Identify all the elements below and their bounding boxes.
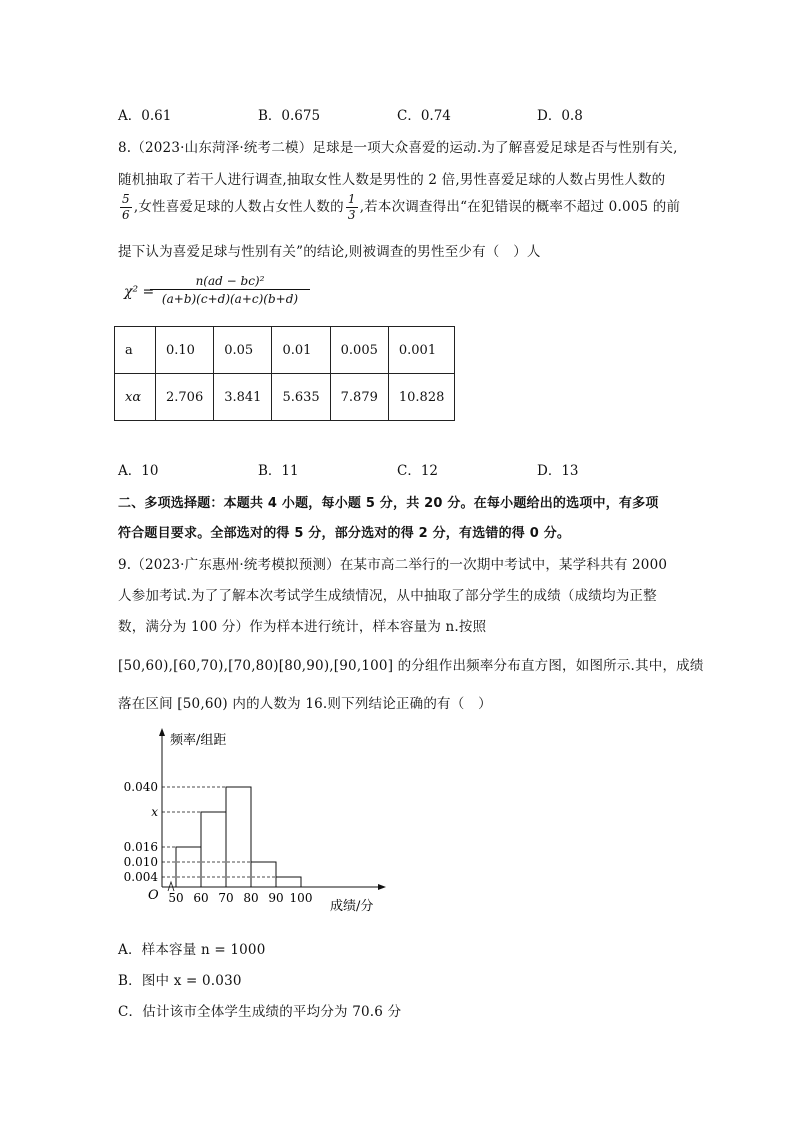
table-row bbox=[115, 327, 455, 374]
x-axis-title: 成绩/分 bbox=[330, 899, 374, 914]
q9-line-2: 人参加考试.为了了解本次考试学生成绩情况，从中抽取了部分学生的成绩（成绩均为正整 bbox=[118, 588, 657, 604]
q9-line-5: 落在区间 [50,60) 内的人数为 16.则下列结论正确的有（ ） bbox=[118, 696, 492, 712]
q7-option-d: D．0.8 bbox=[537, 108, 583, 124]
x-tick-label: 80 bbox=[243, 891, 259, 905]
q8-option-b: B．11 bbox=[258, 463, 299, 479]
q9-line-1: 9.（2023·广东惠州·统考模拟预测）在某市高二举行的一次期中考试中，某学科共有 2000 bbox=[118, 557, 668, 573]
formula-denominator: (a+b)(c+d)(a+c)(b+d) bbox=[161, 292, 299, 306]
fraction-5-6: $\frac{5}{6}$ bbox=[122, 192, 130, 222]
histogram-bar bbox=[276, 877, 301, 887]
histogram-bar bbox=[201, 812, 226, 887]
table-cell: 3.841 bbox=[214, 374, 272, 421]
table-cell: a bbox=[115, 327, 156, 374]
chi-square-formula bbox=[150, 274, 310, 306]
q8-line-4: 提下认为喜爱足球与性别有关”的结论,则被调查的男性至少有（ ）人 bbox=[118, 244, 541, 260]
table-cell: 0.005 bbox=[330, 327, 388, 374]
critical-value-table bbox=[114, 326, 455, 421]
q9-option-a: A．样本容量 n = 1000 bbox=[118, 942, 266, 958]
q7-option-a: A．0.61 bbox=[118, 108, 172, 124]
table-cell: 2.706 bbox=[156, 374, 214, 421]
table-cell: 0.001 bbox=[388, 327, 455, 374]
table-cell: xα bbox=[115, 374, 156, 421]
origin-label: O bbox=[148, 888, 159, 903]
q8-option-d: D．13 bbox=[537, 463, 579, 479]
section-2-line-1: 二、多项选择题：本题共 4 小题，每小题 5 分，共 20 分。在每小题给出的选项中，有多项 bbox=[118, 496, 659, 511]
q8-line-3: $\frac{5}{6}$ ,女性喜爱足球的人数占女性人数的 $\frac{1}{3}$ ,若本次调查得出“在犯错误的概率不超过 0.005 的前 bbox=[122, 192, 681, 222]
q7-option-c: C．0.74 bbox=[397, 108, 451, 124]
y-axis-title: 频率/组距 bbox=[170, 733, 227, 748]
table-row bbox=[115, 374, 455, 421]
y-axis-arrow bbox=[159, 728, 165, 736]
x-tick-label: 90 bbox=[268, 891, 284, 905]
y-tick-label: 0.010 bbox=[123, 855, 158, 869]
table-cell: 0.10 bbox=[156, 327, 214, 374]
q8-line-2: 随机抽取了若干人进行调查,抽取女性人数是男性的 2 倍,男性喜爱足球的人数占男性人数的 bbox=[118, 172, 666, 188]
q8-option-c: C．12 bbox=[397, 463, 439, 479]
y-tick-label: 0.004 bbox=[123, 870, 158, 884]
q8-option-a: A．10 bbox=[118, 463, 159, 479]
histogram-bar bbox=[226, 787, 251, 887]
x-tick-label: 70 bbox=[218, 891, 234, 905]
histogram-bar bbox=[176, 847, 201, 887]
q9-option-b: B．图中 x = 0.030 bbox=[118, 973, 242, 989]
table-cell: 10.828 bbox=[388, 374, 455, 421]
q8-line-1: 8.（2023·山东菏泽·统考二模）足球是一项大众喜爱的运动.为了解喜爱足球是否与性别有关, bbox=[118, 140, 678, 156]
histogram-bar bbox=[251, 862, 276, 887]
q7-option-b: B．0.675 bbox=[258, 108, 321, 124]
q9-line-3: 数，满分为 100 分）作为样本进行统计，样本容量为 n.按照 bbox=[118, 619, 487, 635]
x-axis-arrow bbox=[378, 884, 386, 890]
frequency-histogram bbox=[110, 722, 410, 922]
table-cell: 5.635 bbox=[272, 374, 330, 421]
formula-numerator: n(ad − bc)² bbox=[150, 274, 310, 290]
section-2-line-2: 符合题目要求。全部选对的得 5 分，部分选对的得 2 分，有选错的得 0 分。 bbox=[118, 526, 571, 541]
x-tick-label: 100 bbox=[289, 891, 313, 905]
table-cell: 7.879 bbox=[330, 374, 388, 421]
table-cell: 0.01 bbox=[272, 327, 330, 374]
q9-option-c: C．估计该市全体学生成绩的平均分为 70.6 分 bbox=[118, 1004, 402, 1020]
x-tick-label: 60 bbox=[193, 891, 209, 905]
y-tick-label: 0.040 bbox=[123, 780, 158, 794]
fraction-1-3: $\frac{1}{3}$ bbox=[347, 192, 356, 222]
formula-lhs: χ² = bbox=[124, 284, 155, 300]
y-tick-label: x bbox=[151, 805, 158, 819]
q9-line-4: [50,60),[60,70),[70,80)[80,90),[90,100] 的分组作出频率分布直方图，如图所示.其中，成绩 bbox=[118, 658, 704, 674]
table-cell: 0.05 bbox=[214, 327, 272, 374]
x-tick-label: 50 bbox=[168, 891, 184, 905]
y-tick-label: 0.016 bbox=[123, 840, 158, 854]
